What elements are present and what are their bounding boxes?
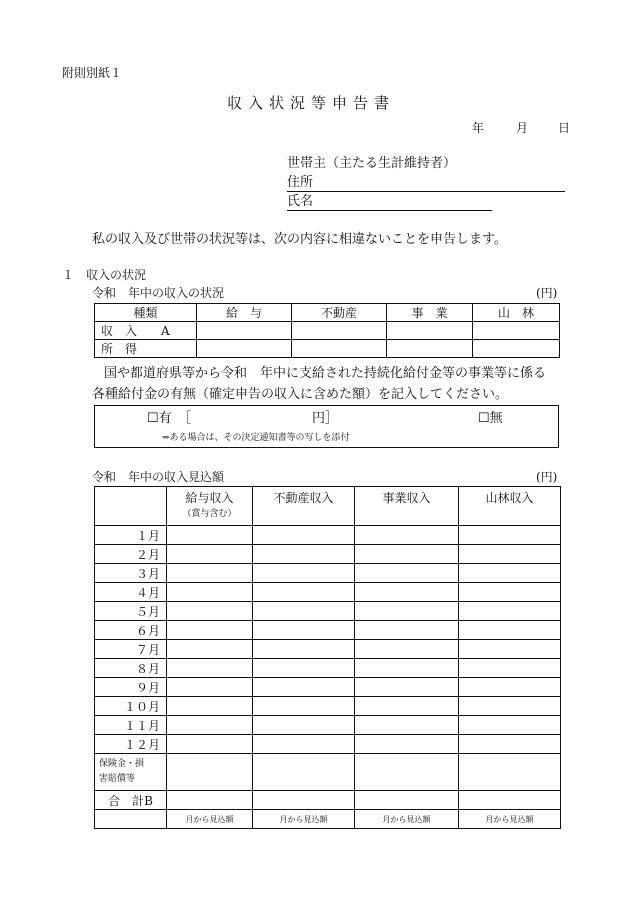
table-row bbox=[95, 754, 561, 791]
table-row bbox=[95, 340, 560, 358]
cell-input[interactable] bbox=[355, 526, 459, 545]
cell-input[interactable] bbox=[253, 678, 355, 697]
table-footer-row bbox=[95, 810, 561, 829]
table-header-row bbox=[95, 487, 561, 526]
cell-input[interactable] bbox=[253, 564, 355, 583]
cell-input[interactable] bbox=[167, 735, 253, 754]
cell-input[interactable] bbox=[459, 678, 561, 697]
cell-input[interactable] bbox=[167, 564, 253, 583]
cell-input[interactable] bbox=[253, 659, 355, 678]
cell-input[interactable] bbox=[473, 322, 560, 340]
benefit-question-line1: 国や都道府県等から令和 年中に支給された持続化給付金等の事業等に係る bbox=[104, 366, 547, 381]
month-label: １２月 bbox=[95, 735, 167, 754]
insurance-label-line2: 害賠償等 bbox=[99, 774, 136, 784]
cell-input[interactable] bbox=[459, 583, 561, 602]
cell-input[interactable] bbox=[167, 545, 253, 564]
cell-input[interactable] bbox=[459, 791, 561, 810]
header-real-estate-income: 不動産収入 bbox=[253, 487, 355, 526]
cell-input[interactable] bbox=[459, 697, 561, 716]
table-row bbox=[95, 791, 561, 810]
insurance-label-line1: 保険金・損 bbox=[99, 759, 145, 769]
header-forestry-income: 山林収入 bbox=[459, 487, 561, 526]
cell-input[interactable] bbox=[355, 659, 459, 678]
month-label: ４月 bbox=[95, 583, 167, 602]
header-salary: 給 与 bbox=[197, 304, 292, 322]
footer-estimate-from-month: 月から見込額 bbox=[167, 810, 253, 829]
table-row bbox=[95, 621, 561, 640]
table-row bbox=[95, 545, 561, 564]
cell-input[interactable] bbox=[387, 340, 473, 358]
cell-input[interactable] bbox=[253, 526, 355, 545]
cell-input[interactable] bbox=[459, 545, 561, 564]
table-row bbox=[95, 735, 561, 754]
cell-input[interactable] bbox=[167, 640, 253, 659]
cell-input[interactable] bbox=[253, 716, 355, 735]
benefit-yes-checkbox[interactable]: ☐有 ［ bbox=[147, 411, 192, 426]
declaration-statement: 私の収入及び世帯の状況等は、次の内容に相違ないことを申告します。 bbox=[92, 232, 507, 247]
cell-input[interactable] bbox=[167, 697, 253, 716]
household-head-label: 世帯主（主たる生計維持者） bbox=[287, 156, 457, 171]
cell-input[interactable] bbox=[355, 545, 459, 564]
estimated-income-caption: 令和 年中の収入見込額 bbox=[92, 470, 225, 484]
cell-input[interactable] bbox=[292, 340, 387, 358]
page-title: 収入状況等申告書 bbox=[227, 94, 396, 112]
cell-input[interactable] bbox=[253, 602, 355, 621]
month-label: ９月 bbox=[95, 678, 167, 697]
cell-input[interactable] bbox=[355, 583, 459, 602]
cell-input[interactable] bbox=[253, 754, 355, 791]
cell-input[interactable] bbox=[355, 754, 459, 791]
header-business: 事 業 bbox=[387, 304, 473, 322]
cell-input[interactable] bbox=[355, 621, 459, 640]
header-salary-income-label: 給与収入 bbox=[185, 491, 234, 505]
header-type: 種類 bbox=[95, 304, 197, 322]
cell-input[interactable] bbox=[459, 526, 561, 545]
date-year-label: 年 bbox=[472, 121, 485, 135]
benefit-no-checkbox[interactable]: ☐無 bbox=[478, 411, 503, 426]
cell-input[interactable] bbox=[197, 340, 292, 358]
cell-input[interactable] bbox=[167, 526, 253, 545]
month-label: １１月 bbox=[95, 716, 167, 735]
cell-input[interactable] bbox=[387, 322, 473, 340]
cell-input[interactable] bbox=[167, 754, 253, 791]
header-salary-bonus-note: （賞与含む） bbox=[182, 509, 237, 519]
estimated-income-table bbox=[94, 486, 561, 829]
cell-input[interactable] bbox=[292, 322, 387, 340]
cell-input[interactable] bbox=[459, 621, 561, 640]
table-row bbox=[95, 640, 561, 659]
cell-input[interactable] bbox=[473, 340, 560, 358]
total-b-label: 合 計B bbox=[95, 791, 167, 810]
month-label: ３月 bbox=[95, 564, 167, 583]
cell-input[interactable] bbox=[167, 659, 253, 678]
table-row bbox=[95, 678, 561, 697]
section-heading-income: １ 収入の状況 bbox=[62, 268, 147, 282]
cell-input[interactable] bbox=[355, 735, 459, 754]
cell-input[interactable] bbox=[167, 602, 253, 621]
month-label: ７月 bbox=[95, 640, 167, 659]
estimated-income-unit: (円) bbox=[536, 470, 558, 484]
table-row bbox=[95, 659, 561, 678]
cell-input[interactable] bbox=[355, 716, 459, 735]
month-label: ６月 bbox=[95, 621, 167, 640]
footer-estimate-from-month: 月から見込額 bbox=[459, 810, 561, 829]
header-blank bbox=[95, 487, 167, 526]
table-row bbox=[95, 697, 561, 716]
income-status-unit: (円) bbox=[536, 286, 558, 300]
cell-input[interactable] bbox=[253, 697, 355, 716]
cell-input[interactable] bbox=[459, 602, 561, 621]
footer-estimate-from-month: 月から見込額 bbox=[253, 810, 355, 829]
table-row bbox=[95, 602, 561, 621]
month-label: １月 bbox=[95, 526, 167, 545]
cell-input[interactable] bbox=[355, 678, 459, 697]
benefit-attach-note: ⇒ある場合は、その決定通知書等の写しを添付 bbox=[162, 433, 350, 443]
table-row bbox=[95, 564, 561, 583]
cell-input[interactable] bbox=[167, 621, 253, 640]
cell-input[interactable] bbox=[253, 640, 355, 659]
cell-input[interactable] bbox=[253, 621, 355, 640]
row-label-earnings: 所 得 bbox=[95, 340, 197, 358]
month-label: ２月 bbox=[95, 545, 167, 564]
cell-input[interactable] bbox=[253, 735, 355, 754]
header-forestry: 山 林 bbox=[473, 304, 560, 322]
cell-input[interactable] bbox=[253, 791, 355, 810]
date-month-label: 月 bbox=[516, 121, 529, 135]
address-label: 住所 bbox=[287, 175, 314, 190]
cell-input[interactable] bbox=[167, 583, 253, 602]
name-field[interactable] bbox=[287, 194, 492, 211]
cell-input[interactable] bbox=[167, 678, 253, 697]
cell-input[interactable] bbox=[355, 697, 459, 716]
cell-input[interactable] bbox=[459, 640, 561, 659]
income-status-table bbox=[94, 303, 560, 358]
cell-input[interactable] bbox=[459, 716, 561, 735]
table-row bbox=[95, 716, 561, 735]
insurance-label bbox=[95, 754, 167, 791]
month-label: ８月 bbox=[95, 659, 167, 678]
cell-input[interactable] bbox=[355, 791, 459, 810]
benefit-yen-label: 円］ bbox=[312, 411, 339, 426]
table-row bbox=[95, 526, 561, 545]
table-header-row bbox=[95, 304, 560, 322]
header-salary-income bbox=[167, 487, 253, 526]
cell-input[interactable] bbox=[167, 791, 253, 810]
income-status-caption: 令和 年中の収入の状況 bbox=[92, 286, 225, 300]
table-row bbox=[95, 322, 560, 340]
cell-input[interactable] bbox=[355, 602, 459, 621]
name-label: 氏名 bbox=[287, 194, 314, 209]
benefit-question-line2: 各種給付金の有無（確定申告の収入に含めた額）を記入してください。 bbox=[92, 387, 509, 402]
header-business-income: 事業収入 bbox=[355, 487, 459, 526]
cell-input[interactable] bbox=[253, 583, 355, 602]
cell-input[interactable] bbox=[355, 564, 459, 583]
cell-input[interactable] bbox=[459, 659, 561, 678]
cell-input[interactable] bbox=[459, 735, 561, 754]
cell-input[interactable] bbox=[167, 716, 253, 735]
row-label-income-a: 収 入 A bbox=[95, 322, 197, 340]
header-real-estate: 不動産 bbox=[292, 304, 387, 322]
address-field[interactable] bbox=[287, 175, 565, 192]
footer-blank bbox=[95, 810, 167, 829]
month-label: ５月 bbox=[95, 602, 167, 621]
cell-input[interactable] bbox=[197, 322, 292, 340]
date-day-label: 日 bbox=[558, 121, 571, 135]
cell-input[interactable] bbox=[355, 640, 459, 659]
month-label: １０月 bbox=[95, 697, 167, 716]
appendix-label: 附則別紙１ bbox=[62, 66, 123, 80]
footer-estimate-from-month: 月から見込額 bbox=[355, 810, 459, 829]
table-row bbox=[95, 583, 561, 602]
cell-input[interactable] bbox=[253, 545, 355, 564]
cell-input[interactable] bbox=[459, 754, 561, 791]
cell-input[interactable] bbox=[459, 564, 561, 583]
